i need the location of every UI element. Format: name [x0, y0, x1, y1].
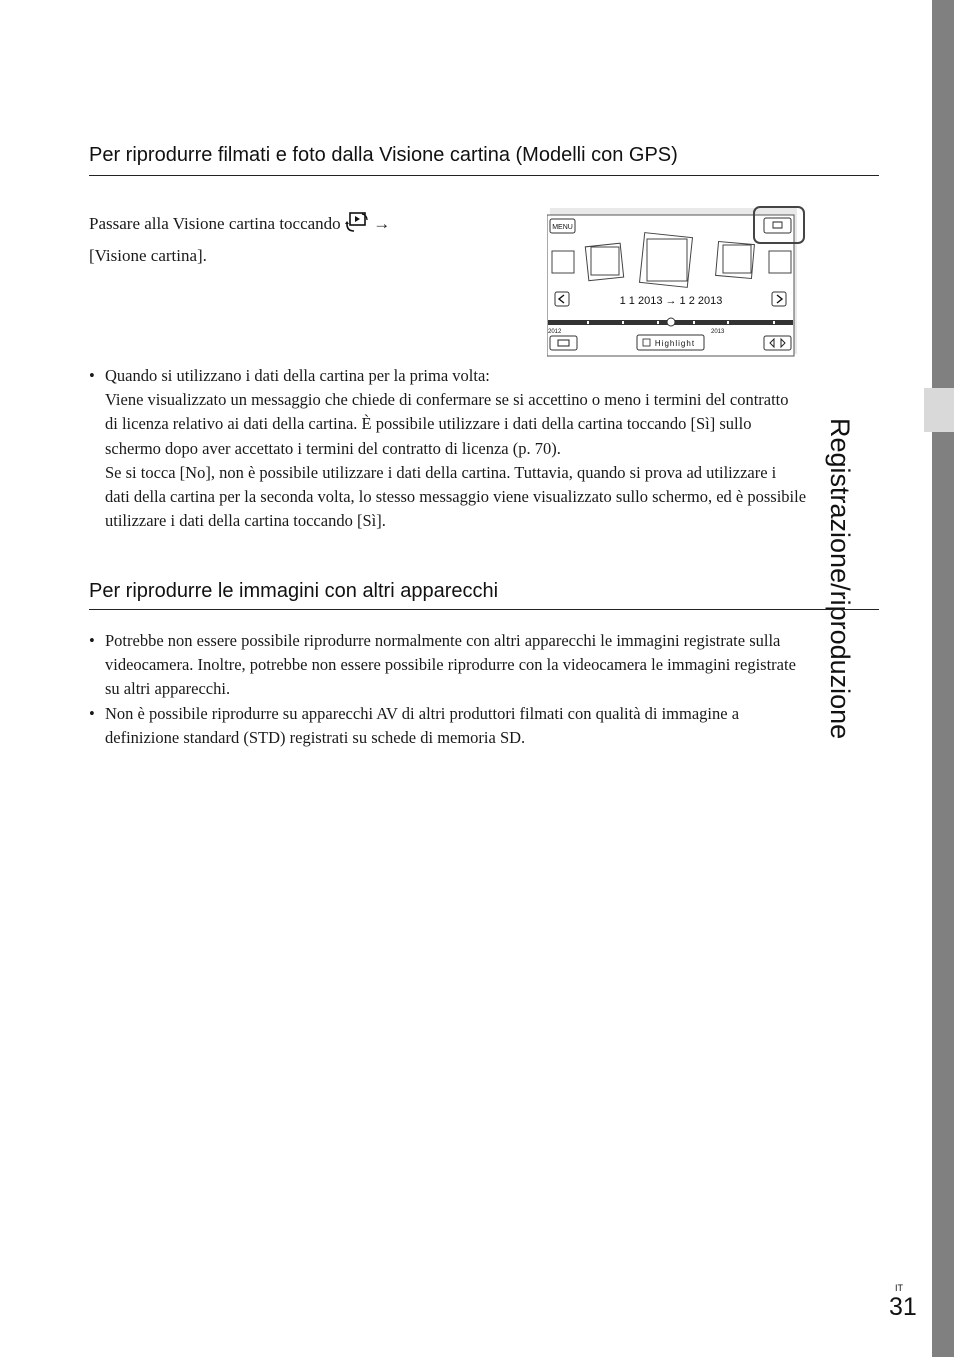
title-rule [89, 609, 879, 610]
bullet-std-quality [89, 702, 879, 750]
photo-left [591, 247, 619, 275]
page-number: 31 [889, 1293, 917, 1321]
photo-far-right [769, 251, 791, 273]
switch-view-button [764, 218, 791, 233]
text-line: schermo dopo aver accettato i termini del contratto di licenza (p. 70). [105, 438, 561, 458]
timeline-cursor [667, 318, 675, 326]
text-line: utilizzare i dati della cartina toccando [Sì]. [105, 511, 386, 531]
highlight-label: Highlight [654, 339, 696, 348]
intro-line-2: [Visione cartina]. [89, 246, 207, 265]
text-line: • Non è possibile riprodurre su apparecchi AV di altri produttori filmati con qualità di immagine a [105, 703, 740, 723]
map-view-screen-illustration [547, 205, 809, 364]
side-tab-marker [924, 388, 954, 432]
text-line: Se si tocca [No], non è possibile utilizzare i dati della cartina. Tuttavia, quando si prova ad utilizzare i [105, 462, 777, 482]
bullet-list-map-view [89, 364, 879, 533]
prev-button [555, 292, 569, 306]
intro-text [89, 210, 519, 270]
map-mode-button [764, 336, 791, 350]
photo-right [723, 245, 751, 273]
text-line: su altri apparecchi. [105, 679, 231, 699]
text-line: definizione standard (STD) registrati su schede di memoria SD. [105, 727, 526, 747]
bullet-first-use [89, 364, 879, 533]
year-right: 2013 [711, 329, 725, 335]
text-line: di licenza relativo ai dati della cartina. È possibile utilizzare i dati della cartina toccando [Sì] sullo [105, 414, 752, 434]
text-line: • Quando si utilizzano i dati della cartina per la prima volta: [105, 366, 490, 385]
side-bar [932, 0, 954, 1357]
arrow-glyph: → [373, 214, 391, 233]
section-title-map-view: Per riprodurre filmati e foto dalla Visione cartina (Modelli con GPS) [89, 144, 678, 166]
title-rule [89, 175, 879, 176]
section-title-other-devices: Per riprodurre le immagini con altri apparecchi [89, 580, 499, 602]
text-line: Viene visualizzato un messaggio che chiede di confermare se si accettino o meno i termini del contratto [105, 390, 789, 410]
index-button [550, 336, 577, 350]
language-code: IT [895, 1283, 903, 1293]
intro-line-1: Passare alla Visione cartina toccando [89, 214, 341, 233]
date-range: 1 1 2013 → 1 2 2013 [619, 295, 723, 307]
photo-center [647, 239, 687, 281]
bullet-list-other-devices [89, 629, 879, 750]
text-line: dati della cartina per la seconda volta, lo stesso messaggio viene visualizzato sullo schermo, ed è possibile [105, 487, 807, 507]
next-button [772, 292, 786, 306]
text-line: videocamera. Inoltre, potrebbe non essere possibile riprodurre con la videocamera le immagini registrate [105, 655, 796, 675]
menu-label: MENU [552, 224, 573, 231]
photo-far-left [552, 251, 574, 273]
year-left: 2012 [548, 329, 562, 335]
bullet-compatibility [89, 629, 879, 702]
text-line: • Potrebbe non essere possibile riprodurre normalmente con altri apparecchi le immagini registrate sulla [105, 631, 781, 650]
playback-switch-icon [345, 211, 369, 242]
side-section-title: Registrazione/riproduzione [825, 418, 855, 740]
